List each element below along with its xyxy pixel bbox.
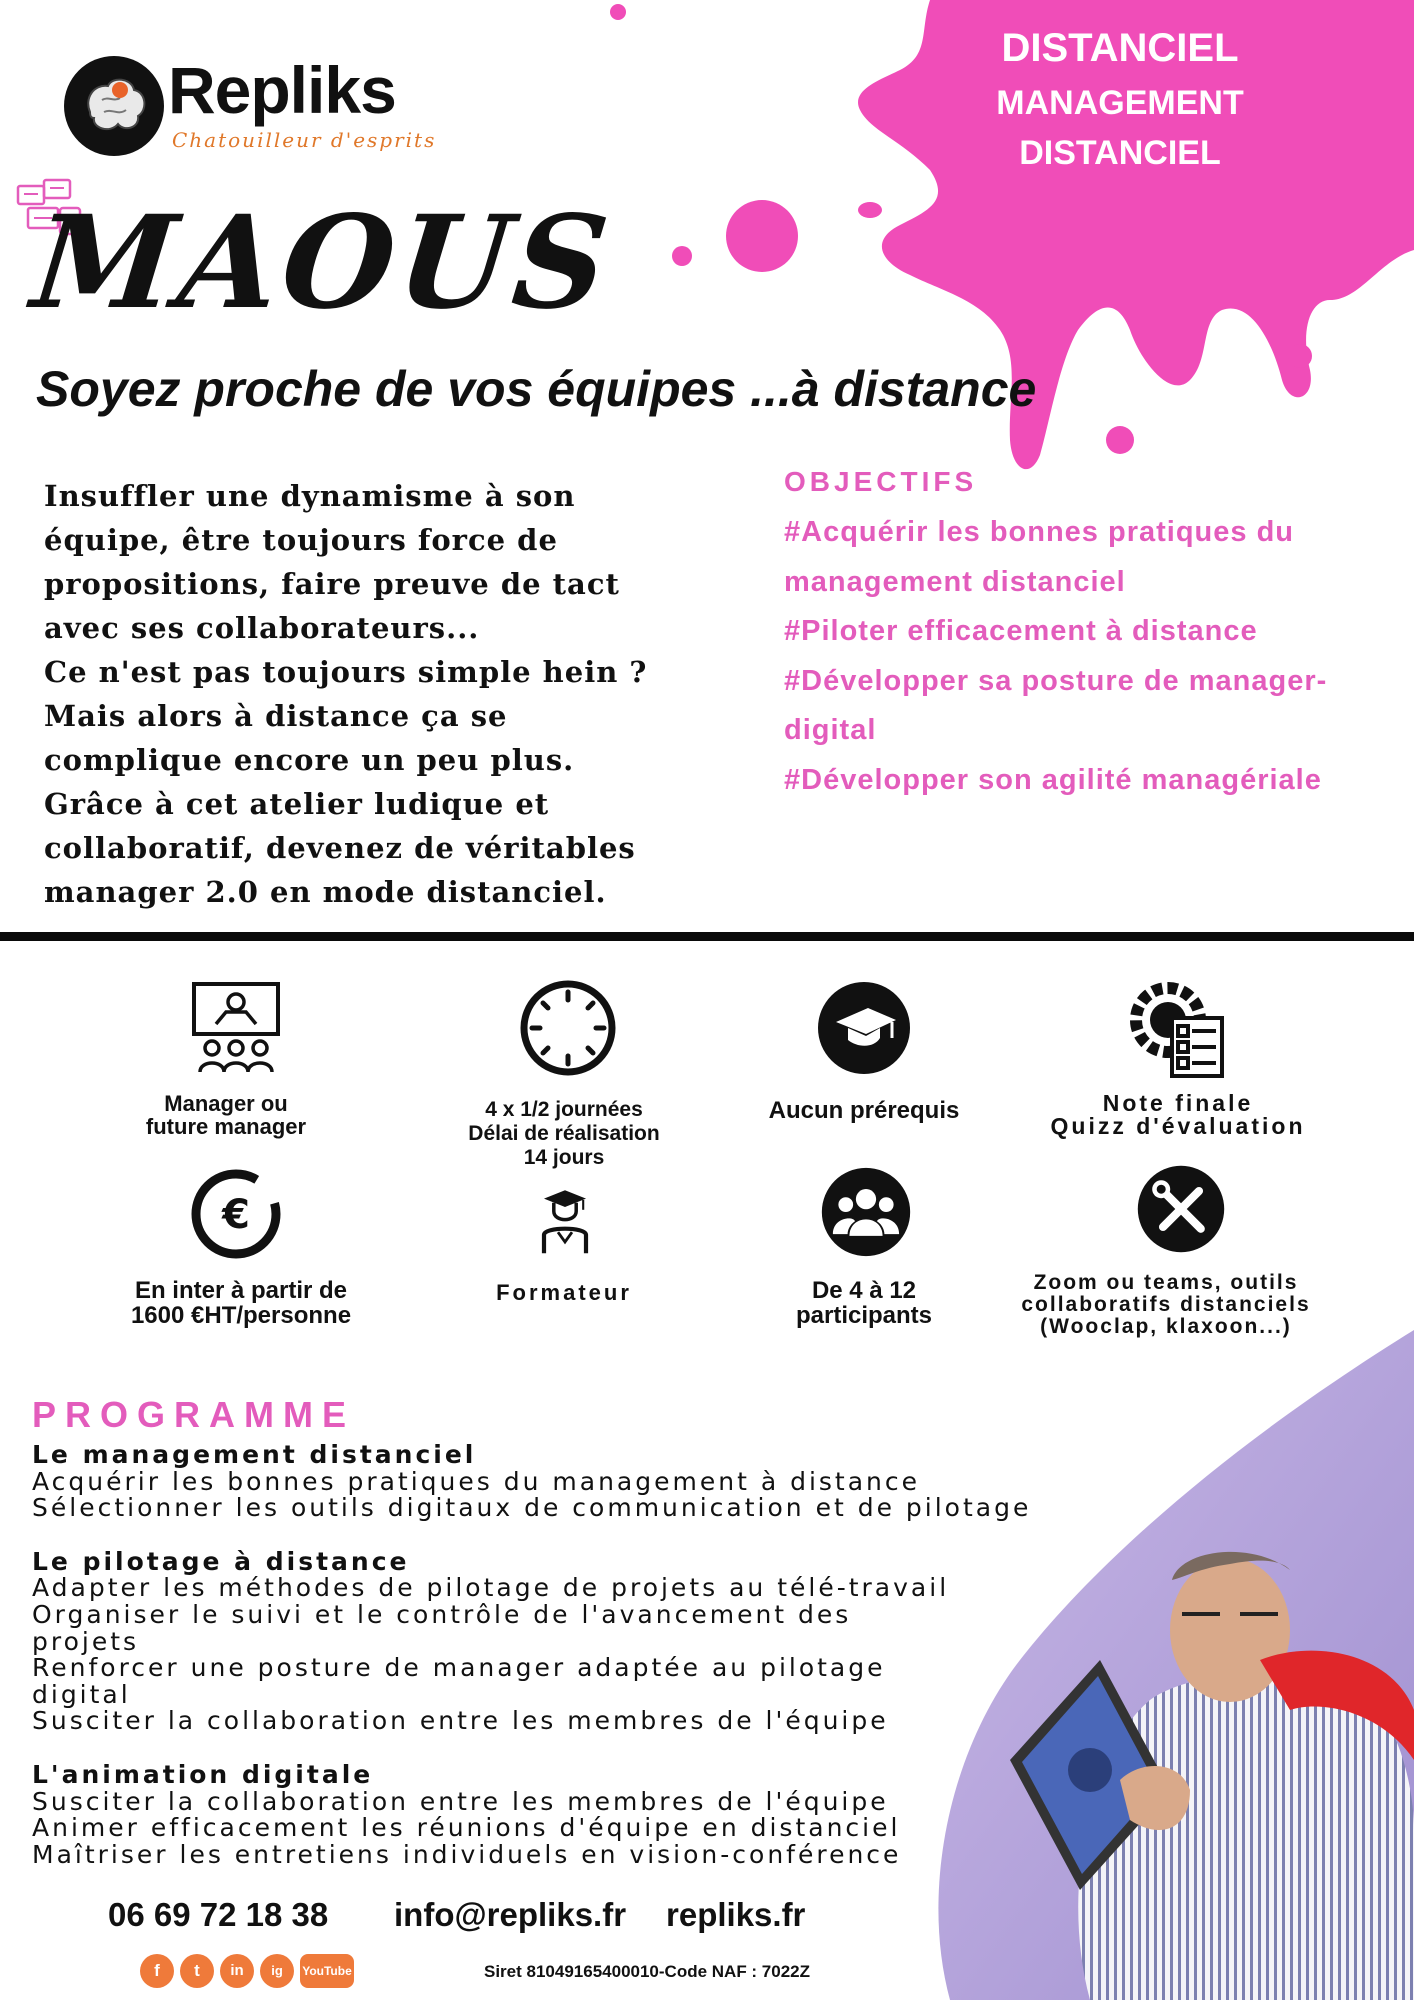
programme-line: Renforcer une posture de manager adaptée au pilotage xyxy=(32,1653,886,1683)
programme-heading: Le pilotage à distance xyxy=(32,1546,410,1576)
programme-line: projets xyxy=(32,1626,140,1656)
feature-line: Zoom ou teams, outils xyxy=(1033,1271,1299,1294)
programme-line: Acquérir les bonnes pratiques du management à distance xyxy=(32,1466,921,1496)
badge-line-1: DISTANCIEL xyxy=(1001,26,1239,70)
feature-label-evaluation xyxy=(1028,1092,1328,1138)
intro-paragraph xyxy=(44,474,744,914)
euro-icon xyxy=(186,1164,286,1264)
objective-line: #Piloter efficacement à distance xyxy=(784,615,1258,648)
feature-line: Délai de réalisation xyxy=(468,1122,660,1145)
objective-line: #Acquérir les bonnes pratiques du xyxy=(784,516,1294,548)
svg-text:€: € xyxy=(222,1192,250,1238)
feature-line: Manager ou xyxy=(164,1091,288,1116)
instagram-icon[interactable]: ig xyxy=(260,1954,294,1988)
programme-line: Animer efficacement les réunions d'équipe en distanciel xyxy=(32,1813,901,1843)
objective-line: #Développer son agilité managériale xyxy=(784,763,1322,796)
brand-name: Repliks xyxy=(168,53,396,127)
section-divider xyxy=(0,932,1414,941)
tools-icon xyxy=(1136,1164,1226,1254)
clock-icon xyxy=(518,978,618,1078)
programme-heading: L'animation digitale xyxy=(32,1759,374,1789)
feature-line: collaboratifs distanciels xyxy=(1021,1293,1311,1316)
intro-line: collaboratif, devenez de véritables xyxy=(44,831,636,865)
feature-label-tools xyxy=(986,1272,1346,1338)
feature-label-price xyxy=(86,1278,396,1328)
feature-line: 1600 €HT/personne xyxy=(130,1302,352,1329)
badge-line-3: DISTANCIEL xyxy=(1019,134,1221,172)
programme-line: Maîtriser les entretiens individuels en vision-conférence xyxy=(32,1839,902,1869)
intro-line: équipe, être toujours force de xyxy=(44,523,558,557)
programme-line: Susciter la collaboration entre les membres de l'équipe xyxy=(32,1786,889,1816)
intro-line: avec ses collaborateurs... xyxy=(44,611,480,645)
feature-line: Note finale xyxy=(1102,1090,1254,1116)
intro-line: propositions, faire preuve de tact xyxy=(44,567,620,601)
feature-line: future manager xyxy=(145,1114,307,1139)
objective-line: #Développer sa posture de manager- xyxy=(784,664,1328,697)
objective-line: digital xyxy=(784,714,877,747)
feature-line: Formateur xyxy=(496,1280,632,1305)
contact-email[interactable]: info@repliks.fr xyxy=(394,1896,627,1933)
feature-line: (Wooclap, klaxoon...) xyxy=(1040,1315,1292,1338)
feature-label-participants xyxy=(734,1278,994,1328)
brand-tagline: Chatouilleur d'esprits xyxy=(172,128,437,152)
feature-line: Aucun prérequis xyxy=(768,1097,960,1124)
subtitle: Soyez proche de vos équipes ...à distance xyxy=(36,361,1037,417)
feature-line: En inter à partir de xyxy=(134,1277,348,1304)
feature-label-trainer xyxy=(434,1280,694,1306)
youtube-icon[interactable]: YouTube xyxy=(300,1954,354,1988)
group-icon xyxy=(820,1166,912,1258)
feature-line: 14 jours xyxy=(523,1146,605,1169)
intro-line: Grâce à cet atelier ludique et xyxy=(44,787,550,821)
programme-line: Sélectionner les outils digitaux de communication et de pilotage xyxy=(32,1493,1032,1523)
brain-logo-icon xyxy=(62,54,166,158)
objective-line: management distanciel xyxy=(784,565,1126,598)
checklist-gear-icon xyxy=(1128,980,1228,1080)
graduate-person-icon xyxy=(530,1186,600,1256)
feature-line: 4 x 1/2 journées xyxy=(485,1098,643,1121)
intro-line: Ce n'est pas toujours simple hein ? xyxy=(44,655,648,689)
programme-line: Adapter les méthodes de pilotage de projets au télé-travail xyxy=(32,1573,950,1603)
objectives-list xyxy=(784,508,1404,806)
feature-label-audience xyxy=(96,1092,356,1138)
twitter-icon[interactable]: t xyxy=(180,1954,214,1988)
badge-line-2: MANAGEMENT xyxy=(996,84,1244,122)
intro-line: Insuffler une dynamisme à son xyxy=(44,479,576,513)
feature-line: Quizz d'évaluation xyxy=(1050,1113,1306,1139)
contact-website[interactable]: repliks.fr xyxy=(666,1896,806,1933)
programme-line: Organiser le suivi et le contrôle de l'avancement des xyxy=(32,1599,852,1629)
siret-info: Siret 81049165400010-Code NAF : 7022Z xyxy=(484,1962,811,1981)
page-title: MAOUS xyxy=(26,188,619,338)
trainer-board-icon xyxy=(186,980,286,1080)
intro-line: manager 2.0 en mode distanciel. xyxy=(44,875,607,909)
feature-label-duration xyxy=(434,1098,694,1170)
intro-line: Mais alors à distance ça se xyxy=(44,699,508,733)
contact-phone[interactable]: 06 69 72 18 38 xyxy=(108,1896,329,1933)
linkedin-icon[interactable]: in xyxy=(220,1954,254,1988)
programme-line: Susciter la collaboration entre les membres de l'équipe xyxy=(32,1706,889,1736)
facebook-icon[interactable]: f xyxy=(140,1954,174,1988)
programme-title: PROGRAMME xyxy=(32,1394,355,1435)
programme-line: digital xyxy=(32,1679,131,1709)
programme-content xyxy=(32,1442,1152,1868)
graduation-cap-icon xyxy=(814,978,914,1078)
feature-line: De 4 à 12 xyxy=(811,1277,917,1304)
programme-heading: Le management distanciel xyxy=(32,1440,477,1469)
feature-line: participants xyxy=(795,1302,933,1329)
intro-line: complique encore un peu plus. xyxy=(44,743,575,777)
objectives-title: OBJECTIFS xyxy=(784,466,978,497)
feature-label-prerequisites xyxy=(734,1098,994,1124)
